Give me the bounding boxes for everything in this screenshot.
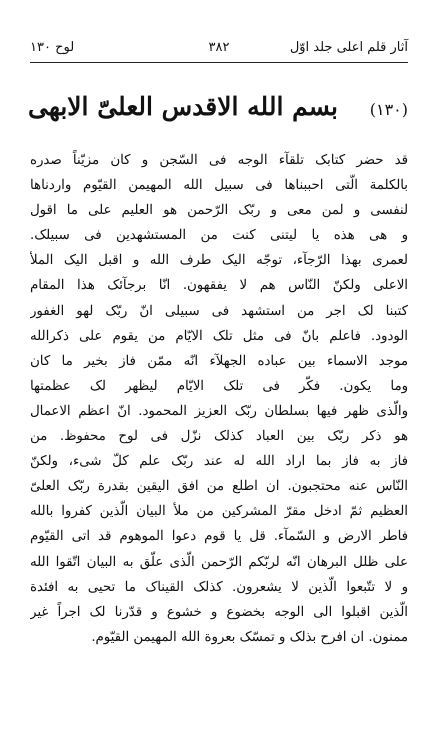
text-line: هو ذکر ربّک بین العباد کذلک نزّل فی لوح محفوظ. من bbox=[30, 429, 408, 445]
text-line: الودود. فاعلم بانّ فی مثل تلک الایّام من یقوم علی ذکرالله bbox=[30, 328, 408, 344]
running-header bbox=[30, 40, 408, 64]
text-line: علی ظلل البرهان انّه لربّکم الرّحمن الّذی علّق به البیان اتّقوا الله bbox=[30, 554, 408, 570]
book-title: آثار قلم اعلی جلد اوّل bbox=[289, 40, 408, 55]
page-number: ۳۸۲ bbox=[208, 40, 230, 55]
text-line: فاز به فاز بما اراد الله له عند ربّک علم کلّ شیء، ولکنّ bbox=[30, 454, 408, 470]
header-divider bbox=[30, 62, 408, 63]
text-line: قد حضر کتابک تلقآء الوجه فی السّجن و کان مزیّناً صدره bbox=[30, 153, 408, 168]
text-line: بالکلمة الّتی احببناها فی سبیل الله المهیمن القیّوم واردناها bbox=[30, 178, 408, 194]
text-line: لنفسی و لمن معی و ربّک الرّحمن هو العلیم علی ما اقول bbox=[30, 203, 408, 219]
text-line: فاطر الارض و السّمآء. قل یا قوم دعوا الموهوم قد اتی القیّوم bbox=[30, 529, 408, 545]
text-line: و هی هذه یا لیتنی کنت من المستشهدین فی سبیلک. bbox=[30, 228, 408, 244]
tablet-number: (۱۳۰) bbox=[369, 100, 408, 119]
tablet-label: لوح ۱۳۰ bbox=[30, 40, 75, 55]
text-line: الاعلی ولکنّ النّاس هم لا یفقهون. انّا برجآئک هذا المقام bbox=[30, 278, 408, 294]
text-line: لعمری بهذا الرّجآء، توجّه الیک طرف الله و اقبل الیک الملأ bbox=[30, 253, 408, 269]
text-line: والّذی ظهر فیها بسلطان ربّک العزیز المحمود. انّ اعظم الاعمال bbox=[30, 403, 408, 419]
text-line: و لا تتّبعوا الّذین لا یشعرون. کذلک القیناک ما تحیی به افئدة bbox=[30, 579, 408, 595]
tablet-heading bbox=[27, 92, 408, 132]
invocation-title: بسم الله الاقدس العلیّ الابهی bbox=[27, 92, 338, 121]
text-line: النّاس عنه محتجبون. ان اطلع من افق الیقین بقدرة ربّک العلیّ bbox=[30, 479, 408, 495]
text-line: العظیم ثمّ ادخل مقرّ المشرکین من ملأ البیان الّذین کفروا بالله bbox=[30, 504, 408, 520]
text-line: ممنون. ان افرح بذلک و تمسّک بعروة الله المهیمن القیّوم. bbox=[91, 629, 408, 645]
tablet-body bbox=[30, 148, 408, 650]
text-line: موجد الاسماء بین عباده الجهلآء انّه ممّن فاز بخیر ما کان bbox=[30, 353, 408, 369]
text-line: کتبنا لک اجر من استشهد فی سبیلی انّ ربّک لهو الغفور bbox=[30, 303, 408, 319]
text-line: وما یکون. فکّر فی تلک الایّام لیظهر لک عظمتها bbox=[30, 378, 408, 394]
text-line: الّذین اقبلوا الی الوجه بخضوع و خشوع و قدّرنا لک اجراً غیر bbox=[30, 604, 408, 620]
